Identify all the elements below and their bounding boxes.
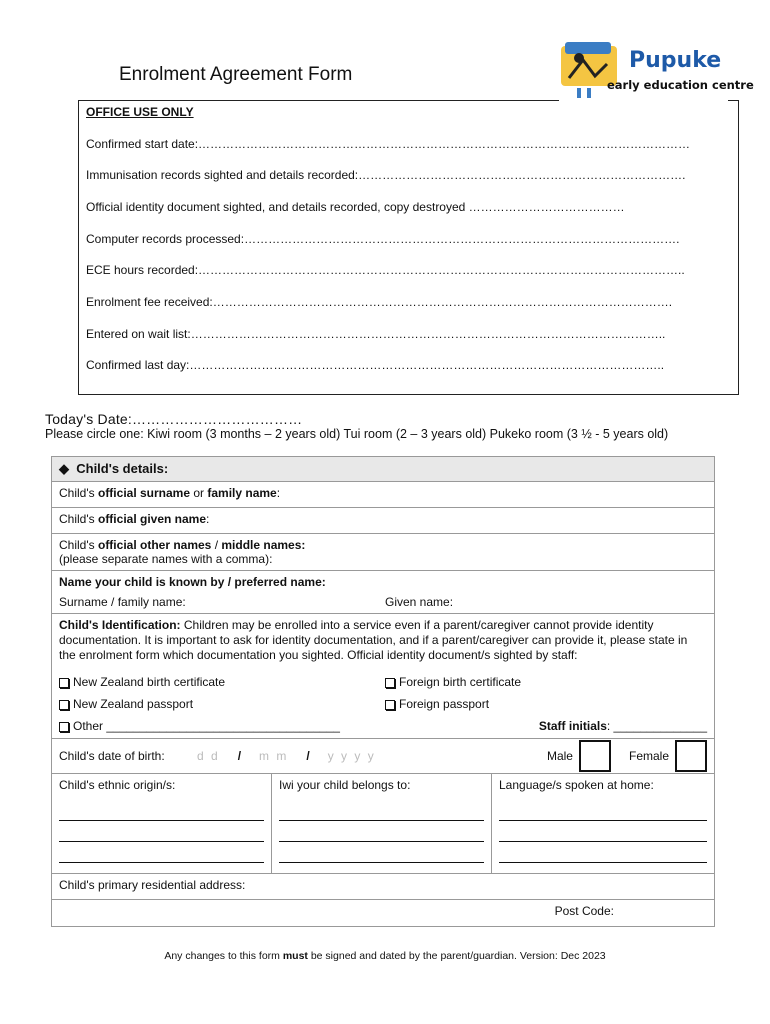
logo xyxy=(555,38,754,104)
postcode-field[interactable]: Post Code: xyxy=(52,900,715,927)
surname-field[interactable]: Child's official surname or family name: xyxy=(52,482,715,508)
preferred-surname-label: Surname / family name: xyxy=(59,595,186,609)
page-title: Enrolment Agreement Form xyxy=(119,64,353,85)
dob-year-field[interactable]: y y y y xyxy=(327,749,376,763)
given-name-field[interactable]: Child's official given name: xyxy=(52,508,715,534)
footer-note: Any changes to this form must be signed and dated by the parent/guardian. Version: Dec 2023 xyxy=(164,950,606,962)
todays-date-field[interactable]: Today's Date:……………………………… xyxy=(45,411,303,427)
nz-birth-cert-checkbox[interactable]: New Zealand birth certificate xyxy=(59,675,385,690)
male-checkbox[interactable] xyxy=(579,740,611,772)
dob-month-field[interactable]: m m xyxy=(259,749,289,763)
preferred-given-label: Given name: xyxy=(385,595,454,609)
office-line-lastday: Confirmed last day:……………………………………………………………………………………………………….. xyxy=(86,358,665,372)
office-line-immunisation: Immunisation records sighted and details recorded:………………………………………………………………………. xyxy=(86,168,686,182)
foreign-passport-checkbox[interactable]: Foreign passport xyxy=(385,697,489,712)
dob-row: Child's date of birth: d d / m m / y y y y Male Female xyxy=(52,739,715,774)
logo-name: Pupuke xyxy=(629,48,722,73)
other-id-checkbox[interactable]: Other ___________________________________ xyxy=(59,719,340,734)
diamond-icon: ◆ xyxy=(59,461,69,476)
child-details-header: ◆ Child's details: xyxy=(52,457,715,482)
preferred-name-field[interactable]: Name your child is known by / preferred name: Surname / family name: Given name: xyxy=(52,571,715,614)
office-line-computer: Computer records processed:………………………………………………………………………………………………. xyxy=(86,232,680,246)
office-line-start: Confirmed start date:…………………………………………………………………………………………………………… xyxy=(86,137,691,151)
dob-label: Child's date of birth: xyxy=(59,749,165,763)
other-names-field[interactable]: Child's official other names / middle names: (please separate names with a comma): xyxy=(52,534,715,571)
iwi-field[interactable]: Iwi your child belongs to: xyxy=(272,774,492,874)
nz-passport-checkbox[interactable]: New Zealand passport xyxy=(59,697,385,712)
identification-section: Child's Identification: Children may be enrolled into a service even if a parent/caregiver cannot provide identity documentation. It is important to ask for identity documentation, and if a parent/caregiver can provide it, please state in the enrolment form which documentation you sighted. Official identity document/s sighted by staff: New Zealand birth certificate Foreign birth certificate New Zealand passport Foreign passport Other ___________________________________ Staff initials: ______________ xyxy=(52,614,715,739)
female-label: Female xyxy=(628,749,669,763)
office-use-box xyxy=(78,100,739,395)
child-details-table xyxy=(51,456,715,927)
male-label: Male xyxy=(546,749,573,763)
office-line-fee: Enrolment fee received:……………………………………………………………………………………………………. xyxy=(86,295,673,309)
female-checkbox[interactable] xyxy=(675,740,707,772)
office-line-waitlist: Entered on wait list:……………………………………………………………………………………………………….. xyxy=(86,327,666,341)
office-heading: OFFICE USE ONLY xyxy=(86,105,194,119)
logo-subtitle: early education centre xyxy=(607,78,754,92)
office-line-identity: Official identity document sighted, and details recorded, copy destroyed ………………………………… xyxy=(86,200,625,214)
dob-day-field[interactable]: d d xyxy=(197,749,220,763)
office-line-ece: ECE hours recorded:………………………………………………………………………………………………………….. xyxy=(86,263,685,277)
staff-initials-field[interactable]: Staff initials: ______________ xyxy=(538,719,707,733)
ethnic-origin-field[interactable]: Child's ethnic origin/s: xyxy=(52,774,272,874)
foreign-birth-cert-checkbox[interactable]: Foreign birth certificate xyxy=(385,675,521,690)
language-field[interactable]: Language/s spoken at home: xyxy=(492,774,715,874)
address-field[interactable]: Child's primary residential address: xyxy=(52,874,715,900)
room-choice: Please circle one: Kiwi room (3 months – 2 years old) Tui room (2 – 3 years old) Pukeko room (3 ½ - 5 years old) xyxy=(45,427,669,441)
